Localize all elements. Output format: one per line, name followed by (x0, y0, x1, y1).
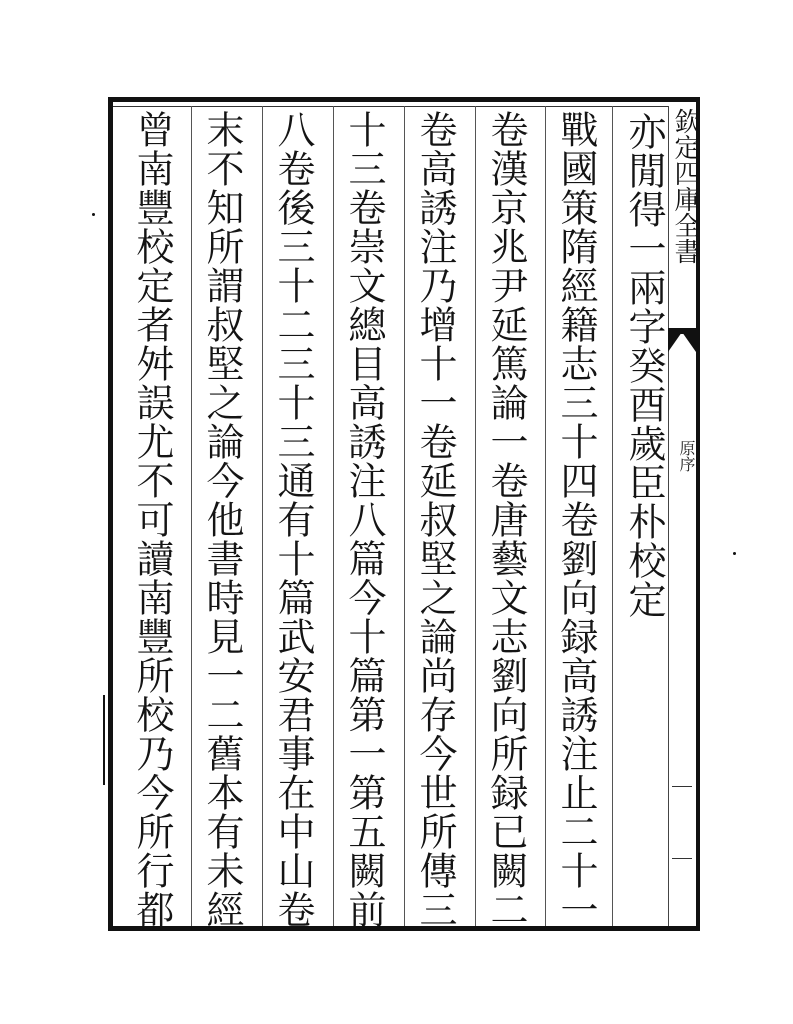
margin-tick (672, 786, 692, 787)
frame-left-rule (108, 97, 113, 931)
text-column: 末不知所謂叔堅之論今他書時見一二舊本有未經 (200, 110, 244, 929)
text-column: 曾南豐校定者舛誤尤不可讀南豐所校乃今所行都 (130, 110, 174, 929)
column-divider (404, 106, 405, 926)
column-divider (545, 106, 546, 926)
ink-streak (103, 695, 105, 785)
column-divider (191, 106, 192, 926)
frame-top-thin-rule (108, 106, 668, 107)
text-column: 卷漢京兆尹延篤論一卷唐藝文志劉向所録已闕二 (484, 110, 528, 929)
text-column: 卷高誘注乃增十一卷延叔堅之論尚存今世所傳三 (413, 110, 457, 929)
text-column: 八卷後三十二三十三通有十篇武安君事在中山卷 (271, 110, 315, 929)
text-column: 十三卷崇文總目高誘注八篇今十篇第一第五闕前 (342, 110, 386, 929)
margin-tick (672, 858, 692, 859)
ink-speck (733, 552, 736, 555)
ink-speck (92, 213, 95, 216)
frame-top-rule (108, 97, 700, 102)
column-divider (333, 106, 334, 926)
column-divider (475, 106, 476, 926)
margin-section-label: 原序 (677, 440, 696, 472)
text-column: 亦閒得一兩字癸酉歲臣朴校定 (622, 112, 666, 619)
margin-book-title: 欽定四庫全書 (670, 108, 700, 264)
text-column: 戰國策隋經籍志三十四卷劉向録高誘注止二十一 (554, 110, 598, 929)
column-divider (262, 106, 263, 926)
column-divider (612, 106, 613, 926)
fishtail-mark (668, 332, 696, 352)
